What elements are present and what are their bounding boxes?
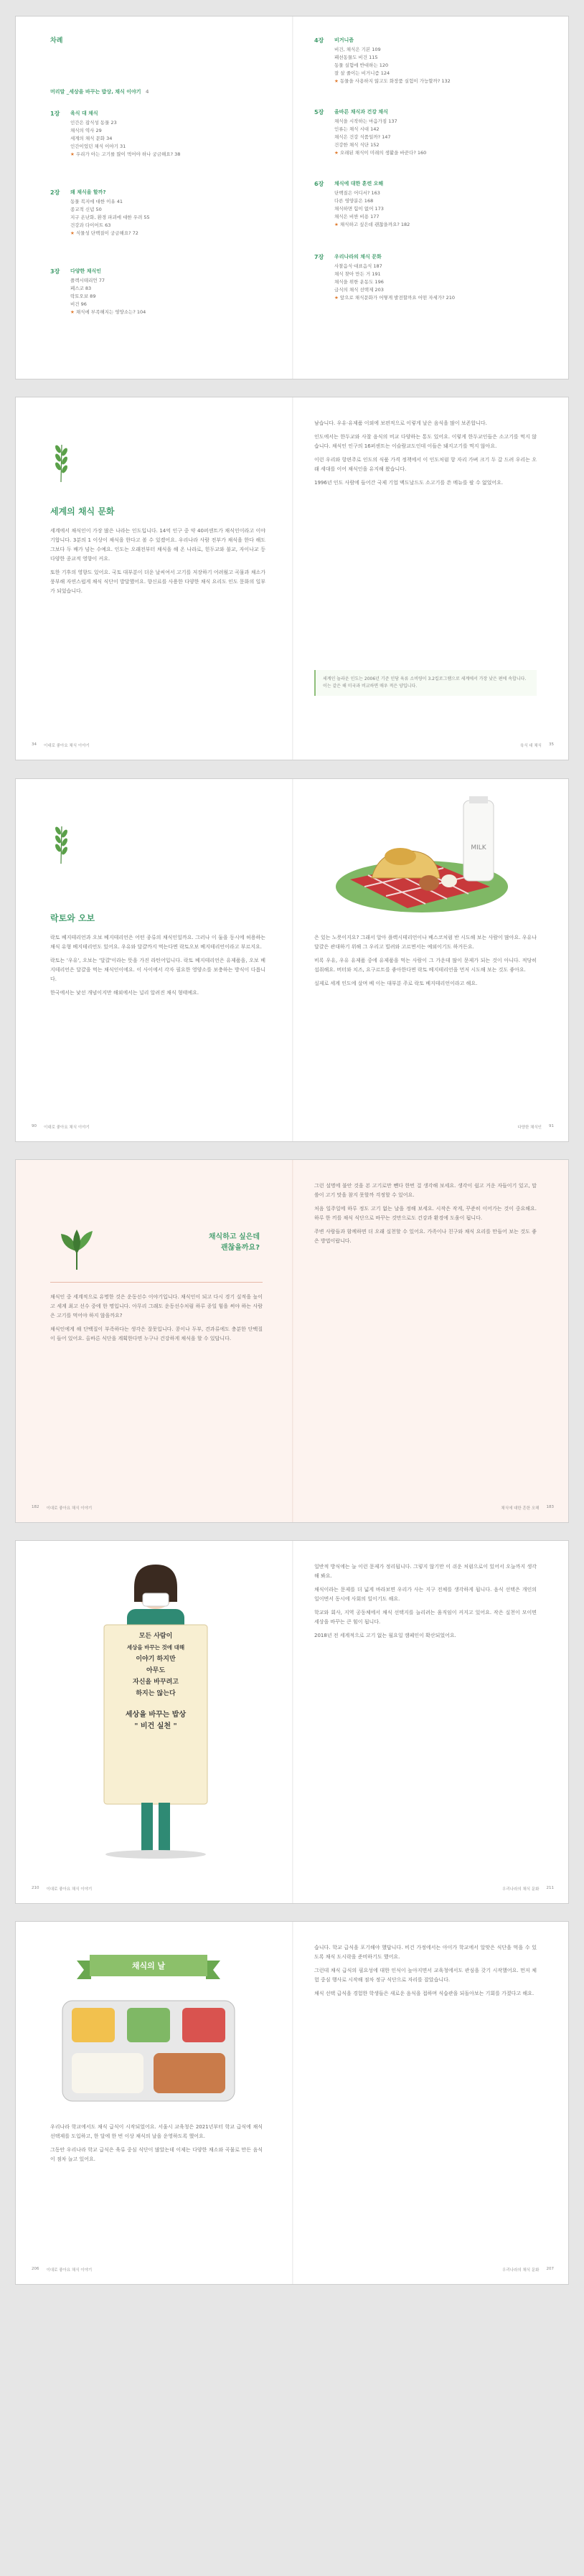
- footer-left: [32, 1505, 92, 1511]
- running-title: 우리나라의 채식 문화: [502, 1887, 540, 1892]
- paragraph: 세계에서 채식인이 가장 많은 나라는 인도입니다. 14억 인구 중 약 40퍼센트가 채식인이라고 이야기합니다. 3분의 1 이상이 채식을 한다고 볼 수 있겠어요. 우리나라 사람 전부가 채식을 한다 해도 그보다 두 배가 넘는 수예요. 인도는 오래전부터 채식을 해 온 나라로, 힌두교와 불교, 자이나교 등 다양한 종교적 영향이 커요.: [50, 528, 265, 562]
- toc-item[interactable]: 사찰음식·대표음식 187: [334, 263, 382, 269]
- toc-intro-page: 4: [145, 89, 149, 95]
- spread-veg-day: [15, 1921, 569, 2285]
- toc-item[interactable]: 채식을 위한 운동도 196: [334, 279, 384, 285]
- sign-line: 모든 사람이: [138, 1633, 173, 1640]
- toc-chapter-body: [334, 108, 544, 157]
- footer-left: [32, 1886, 92, 1892]
- toc-section: [314, 253, 544, 302]
- star-bullet-icon: ★: [70, 309, 76, 315]
- page-number: 206: [32, 2267, 39, 2271]
- toc-chapter-body: [334, 253, 544, 302]
- spread-faq: [15, 1159, 569, 1523]
- body-text-left: [50, 933, 265, 1002]
- toc-item[interactable]: 플렉시테리언 77: [70, 278, 105, 283]
- spread-world-veg-culture: [15, 397, 569, 760]
- paragraph: 처음 일주일에 하루 정도 고기 없는 날을 정해 보세요. 시작은 작게, 꾸준히 이어가는 것이 중요해요. 하루 한 끼를 채식 식단으로 바꾸는 것만으로도 건강과 환경에 도움이 됩니다.: [314, 1206, 537, 1221]
- paragraph: 남습니다. 우유·유제품 이외에 보편적으로 이렇게 날은 음식을 많이 보존합니다.: [314, 420, 487, 426]
- paragraph: 학교와 회사, 지역 공동체에서 채식 선택지를 늘리려는 움직임이 커지고 있어요. 작은 실천이 모이면 세상을 바꾸는 큰 힘이 됩니다.: [314, 1610, 537, 1625]
- body-text-left: [50, 1293, 263, 1348]
- spread-toc: [15, 16, 569, 379]
- toc-chapter-title[interactable]: 채식에 대한 훈련 오해: [334, 181, 384, 187]
- toc-chapter-number: 5장: [314, 109, 324, 115]
- page-number: 35: [549, 742, 554, 747]
- star-bullet-icon: ★: [70, 151, 76, 157]
- toc-star-text: 채식하고 싶은데 괜찮을까요? 182: [339, 222, 410, 227]
- body-text-right: [314, 1562, 537, 1645]
- toc-chapter-number: 3장: [50, 268, 60, 275]
- toc-item[interactable]: 비건, 채식은 기본 109: [334, 47, 381, 52]
- faq-left-page: [16, 1160, 293, 1522]
- paragraph: 은 있는 노릇이지요? 그래서 알아 플렉시테리언이나 베스코처럼 반 시도해 보는 사람이 많아요. 우유나 달걀은 관대하기 위해 그 우리고 빌려와 고르면서는 예외이기도 하거든요.: [314, 935, 537, 950]
- toc-item[interactable]: 채식은 비싼 비용 177: [334, 214, 380, 220]
- star-bullet-icon: ★: [334, 78, 340, 84]
- meal-tray-illustration: [59, 1997, 238, 2105]
- toc-star-text: 앞으로 채식문화가 어떻게 발전할까요 어떤 자세가? 210: [339, 295, 456, 301]
- toc-item[interactable]: 지구 온난화, 환경 파괴에 대한 우려 55: [70, 214, 150, 220]
- toc-intro-title: 머리말 _세상을 바꾸는 밥상, 채식 이야기: [50, 89, 141, 95]
- toc-star-item[interactable]: [334, 149, 544, 157]
- lacto-left-page: [16, 779, 293, 1141]
- toc-item[interactable]: 잘 살 줄이는 비거니즘 124: [334, 70, 390, 76]
- sign-sub: " 비건 실천 ": [134, 1722, 177, 1730]
- page-number: 91: [549, 1124, 554, 1128]
- picnic-illustration: [329, 793, 522, 919]
- footer-right: [520, 742, 554, 748]
- sign-headline: 세상을 바꾸는 밥상: [125, 1711, 187, 1719]
- body-text-left: [50, 2123, 263, 2169]
- paragraph: 락토는 '우유', 오보는 '달걀'이라는 뜻을 가진 라틴어입니다. 락토 베지테리언은 유제품을, 오보 베지테리언은 달걀을 먹는 채식인이에요. 이 사이에서 각자 필요한 영양소를 보충하는 방식이 다릅니다.: [50, 958, 265, 982]
- page-number: 90: [32, 1124, 37, 1128]
- toc-item[interactable]: 비건 96: [70, 301, 87, 307]
- running-title: 다양한 채식인: [517, 1126, 542, 1130]
- toc-item[interactable]: 인류는 채식 시대 142: [334, 126, 380, 132]
- body-text-right: [314, 1181, 537, 1250]
- faq-title-line2: 괜찮을까요?: [220, 1244, 260, 1252]
- toc-item[interactable]: 종교적 신념 50: [70, 207, 102, 212]
- faq-right-page: [293, 1160, 569, 1522]
- vegday-left-page: [16, 1922, 293, 2284]
- side-note: 세계인 놀라운 인도는 2006년 기준 인당 육류 소비량이 3.2킬로그램으로 세계에서 가장 낮은 편에 속합니다. 이는 같은 해 미국과 비교하면 매우 적은 양입니다.: [314, 670, 537, 696]
- toc-item[interactable]: 급식의 채식 선택제 203: [334, 287, 384, 293]
- running-title: 이대로 좋아요 채식 이야기: [46, 1506, 93, 1511]
- toc-chapter-body: [70, 268, 280, 316]
- running-title: 우리나라의 채식 문화: [502, 2268, 540, 2273]
- page-number: 210: [32, 1886, 39, 1890]
- toc-star-item[interactable]: [70, 230, 280, 237]
- sign-line: 하지는 않는다: [136, 1690, 176, 1697]
- paragraph: 또한 기후의 영향도 있어요. 국토 대부분이 더운 날씨여서 고기를 저장하기 어려웠고 곡물과 채소가 풍부해 자연스럽게 채식 식단이 발달했어요. 향신료를 사용한 다양한 채식 요리도 인도 문화의 일부가 되었습니다.: [50, 570, 265, 594]
- spinach-icon: [55, 1228, 98, 1271]
- toc-chapter-number: 6장: [314, 181, 324, 187]
- body-text-left: [50, 527, 265, 600]
- toc-chapter-body: [334, 180, 544, 229]
- sign-line: 아무도: [146, 1667, 166, 1674]
- toc-chapter-body: [70, 110, 280, 159]
- toc-section: [50, 189, 280, 237]
- wheat-icon: [50, 440, 72, 483]
- paragraph: 우리나라 학교에서도 채식 급식이 시작되었어요. 서울시 교육청은 2021년부터 학교 급식에 채식 선택제를 도입하고, 한 달에 한 번 이상 채식의 날을 운영하도록 했어요.: [50, 2124, 263, 2139]
- page-number: 207: [546, 2267, 554, 2271]
- section-title: 세계의 채식 문화: [50, 506, 115, 516]
- toc-item[interactable]: 채식하면 힘이 없어 173: [334, 206, 384, 212]
- toc-chapter-title[interactable]: 왜 채식을 할까?: [70, 189, 106, 195]
- body-text-right: [314, 419, 537, 492]
- vegday-right-page: [293, 1922, 569, 2284]
- toc-heading: 차례: [50, 37, 63, 44]
- toc-chapter-title[interactable]: 다양한 채식인: [70, 268, 102, 274]
- toc-item[interactable]: 페스코 83: [70, 286, 92, 291]
- toc-section: [50, 268, 280, 316]
- paragraph: 인도에서는 한두교와 사찰 음식의 비교 다양하는 통도 있어요. 이렇게 한두교인들은 소고기를 먹지 않습니다. 채식인 인구의 16퍼센트는 이슬람교도인데 이들은 돼지고기를 먹지 않아요.: [314, 434, 537, 449]
- toc-chapter-title[interactable]: 우리나라의 채식 문화: [334, 254, 382, 260]
- toc-chapter-body: [334, 37, 544, 85]
- paragraph: 그런 설명에 불안 것을 본 고기로만 뺀다 한번 걸 생각해 보세요. 생각이 쉽고 거운 자들이기 있고, 말씀이 고기 맛을 참지 못할까 걱정할 수 있어요.: [314, 1183, 537, 1198]
- paragraph: 일반적 방식에는 늘 이런 문제가 정리됩니다. 그렇지 않기만 이 쉬운 처럼으로이 있어서 오늘까지 생각해 봐요.: [314, 1564, 537, 1579]
- sign-line: 이야기 하지만: [136, 1656, 176, 1663]
- sign-line: 자신을 바꾸려고: [133, 1679, 179, 1686]
- paragraph: 채식인에게 해 단백질이 부족하다는 생각은 잘못입니다. 콩이나 두부, 견과류에도 충분한 단백질이 들어 있어요. 올바른 식단을 계획한다면 누구나 건강하게 채식을 할 수 있답니다.: [50, 1326, 263, 1341]
- page-number: 211: [546, 1886, 554, 1890]
- footer-right: [517, 1124, 554, 1130]
- lacto-right-page: [293, 779, 569, 1141]
- sign-left-page: [16, 1541, 293, 1903]
- toc-chapter-title[interactable]: 육식 대 채식: [70, 110, 98, 116]
- toc-right-page: [293, 16, 569, 379]
- footer-right: [501, 1505, 554, 1511]
- toc-chapter-title[interactable]: 비거니즘: [334, 37, 354, 43]
- toc-intro: [50, 88, 149, 95]
- paragraph: 채식이라는 문제를 더 넓게 바라보면 우리가 사는 지구 전체를 생각하게 됩니다. 음식 선택은 개인의 일이면서 동시에 사회의 일이기도 해요.: [314, 1587, 537, 1602]
- paragraph: 채식인 중 세계적으로 유명한 것은 운동선수 이야기입니다. 채식인이 되고 다시 경기 실적을 높이고 세계 최고 선수 중에 한 명입니다. 아무리 그래도 운동선수처럼 하루 종일 힘을 써야 하는 사람은 고기를 먹어야 하지 않을까요?: [50, 1294, 263, 1318]
- page-number: 182: [32, 1505, 39, 1509]
- running-title: 육식 대 채식: [519, 744, 542, 748]
- toc-star-item[interactable]: [70, 151, 280, 159]
- wheat-icon: [50, 822, 72, 865]
- world-left-page: [16, 397, 293, 760]
- toc-item[interactable]: 건강한 채식 식단 152: [334, 142, 380, 148]
- toc-item[interactable]: 채식의 역사 29: [70, 128, 102, 133]
- spread-vegan-sign: [15, 1540, 569, 1904]
- toc-chapter-number: 7장: [314, 254, 324, 260]
- body-text-right: [314, 1943, 537, 2003]
- toc-item[interactable]: 인간이었던 채식 이야기 31: [70, 143, 126, 149]
- toc-item[interactable]: 채식 찾아 만든 거 191: [334, 271, 381, 277]
- sign-line: 세상을 바꾸는 것에 대해: [126, 1644, 185, 1651]
- toc-item[interactable]: 채식을 시작하는 마음가짐 137: [334, 118, 397, 124]
- toc-item[interactable]: 채식은 건강 식품일까? 147: [334, 134, 391, 140]
- toc-chapter-number: 2장: [50, 189, 60, 196]
- paragraph: 채식 선택 급식을 경험한 학생들은 새로운 음식을 접하며 식습관을 되돌아보는 기회를 가졌다고 해요.: [314, 1991, 534, 1996]
- toc-chapter-number: 4장: [314, 37, 324, 44]
- toc-star-text: 우리가 아는 고기를 많이 먹어야 하나 궁금해요? 38: [75, 151, 181, 157]
- page-number: 183: [546, 1505, 554, 1509]
- toc-item[interactable]: 건강과 다이어트 63: [70, 222, 111, 228]
- toc-star-item[interactable]: [70, 308, 280, 316]
- paragraph: 비록 우유, 우유 유제품 중에 유제품을 먹는 사람이 그 가운데 많이 문제가 되는 것이 아니다. 적당히 섭취해요. 버터와 치즈, 요구르트를 좋아한다면 락토 베지테리언을 먼저 시도해 보는 것도 좋아요.: [314, 958, 537, 973]
- star-bullet-icon: ★: [334, 222, 340, 227]
- running-title: 이대로 좋아요 채식 이야기: [44, 744, 90, 748]
- toc-section: [314, 108, 544, 157]
- toc-star-text: 채식에 부족해지는 영양소는? 104: [75, 309, 146, 315]
- body-text-right: [314, 933, 537, 993]
- paragraph: 그런데 채식 급식의 필요성에 대한 인식이 높아지면서 교육청에서도 관심을 갖기 시작했어요. 먼저 체험 중심 행사로 시작해 점차 정규 식단으로 자리를 잡았습니다.: [314, 1968, 537, 1983]
- toc-item[interactable]: 세계의 채식 문화 34: [70, 136, 113, 141]
- toc-left-page: [16, 16, 293, 379]
- toc-item[interactable]: 락토오보 89: [70, 293, 96, 299]
- paragraph: 1996년 인도 사람에 들어간 국제 기업 맥도날드도 소고기를 쓴 메뉴를 팔 수 없었어요.: [314, 480, 504, 486]
- paragraph: 한국에서는 낯선 개념이지만 해외에서는 널리 알려진 채식 형태예요.: [50, 990, 199, 996]
- world-right-page: [293, 397, 569, 760]
- paragraph: 2018년 전 세계적으로 고기 없는 월요일 캠페인이 확산되었어요.: [314, 1633, 456, 1638]
- paragraph: 이런 우리와 항편주로 인도의 식품 가격 정책에서 이 인도처럼 항 자리 가벼 크기 두 갈 드려 우리는 오래 세대를 이어 채식인을 유지해 왔습니다.: [314, 457, 537, 472]
- spread-lacto-ovo: [15, 778, 569, 1142]
- paragraph: 습니다. 학교 급식을 포기해야 했답니다. 비건 가정에서는 아이가 학교에서 알맞은 식단을 먹을 수 있도록 채식 도시락을 준비하기도 했어요.: [314, 1945, 537, 1960]
- toc-star-item[interactable]: [334, 221, 544, 229]
- faq-title: [138, 1232, 260, 1253]
- toc-section: [314, 37, 544, 85]
- paragraph: 락토 베지테리언과 오보 베지테리언은 어떤 종류의 채식인일까요. 그러나 이 둘을 동시에 허용하는 채식 유형 베지테리언도 있어요. 우유와 달걀까지 먹는다면 락토오보 베지테리언이라고 부르지요.: [50, 935, 265, 950]
- footer-left: [32, 2267, 92, 2273]
- star-bullet-icon: ★: [70, 230, 76, 236]
- running-title: 이대로 좋아요 채식 이야기: [46, 1887, 93, 1892]
- toc-star-item[interactable]: [334, 294, 544, 302]
- toc-chapter-body: [70, 189, 280, 237]
- footer-left: [32, 742, 90, 748]
- paragraph: 주변 사람들과 함께하면 더 오래 실천할 수 있어요. 가족이나 친구와 채식 요리를 만들어 보는 것도 좋은 방법이랍니다.: [314, 1229, 537, 1244]
- toc-chapter-title[interactable]: 올바른 채식과 건강 채식: [334, 109, 388, 115]
- toc-section: [314, 180, 544, 229]
- toc-section: [50, 110, 280, 159]
- footer-left: [32, 1124, 90, 1130]
- toc-item[interactable]: 패션동물도 비건 115: [334, 55, 378, 60]
- toc-star-text: 동물을 사용하지 않고도 화장품 실험이 가능할까? 132: [339, 78, 451, 84]
- running-title: 채식에 대한 흔한 오해: [501, 1506, 540, 1511]
- toc-item[interactable]: 다른 영양분은 168: [334, 198, 374, 204]
- toc-item[interactable]: 단백질은 어디서? 163: [334, 190, 380, 196]
- toc-item[interactable]: 인간은 잡식성 동물 23: [70, 120, 117, 126]
- protest-sign: [105, 1631, 206, 1732]
- milk-label: MILK: [471, 844, 486, 851]
- banner-text: 채식의 날: [131, 1961, 166, 1971]
- sign-right-page: [293, 1541, 569, 1903]
- running-title: 이대로 좋아요 채식 이야기: [44, 1126, 90, 1130]
- toc-item[interactable]: 동물 복지에 대한 이유 41: [70, 199, 123, 204]
- toc-star-text: 식물성 단백질이 궁금해요? 72: [75, 230, 138, 236]
- divider: [50, 1282, 263, 1283]
- toc-chapter-number: 1장: [50, 110, 60, 117]
- faq-title-line1: 채식하고 싶은데: [208, 1233, 260, 1241]
- running-title: 이대로 좋아요 채식 이야기: [46, 2268, 93, 2273]
- milk-bottle: [463, 801, 494, 881]
- toc-star-text: 오래된 채식이 미래의 생활을 바꾼다? 160: [339, 150, 427, 156]
- star-bullet-icon: ★: [334, 150, 340, 156]
- toc-item[interactable]: 동물 실험에 반대하는 120: [334, 62, 389, 68]
- paragraph: 실제로 세계 인도에 살며 베 이는 대부분 주로 락토 베지테리언이라고 해요.: [314, 981, 478, 986]
- paragraph: 그동안 우리나라 학교 급식은 육류 중심 식단이 많았는데 이제는 다양한 채소와 곡물로 만든 음식이 점차 늘고 있어요.: [50, 2147, 263, 2162]
- star-bullet-icon: ★: [334, 295, 340, 301]
- page-number: 34: [32, 742, 37, 747]
- toc-star-item[interactable]: [334, 77, 544, 85]
- footer-right: [502, 1886, 554, 1892]
- section-title: 락토와 오보: [50, 913, 95, 923]
- footer-right: [502, 2267, 554, 2273]
